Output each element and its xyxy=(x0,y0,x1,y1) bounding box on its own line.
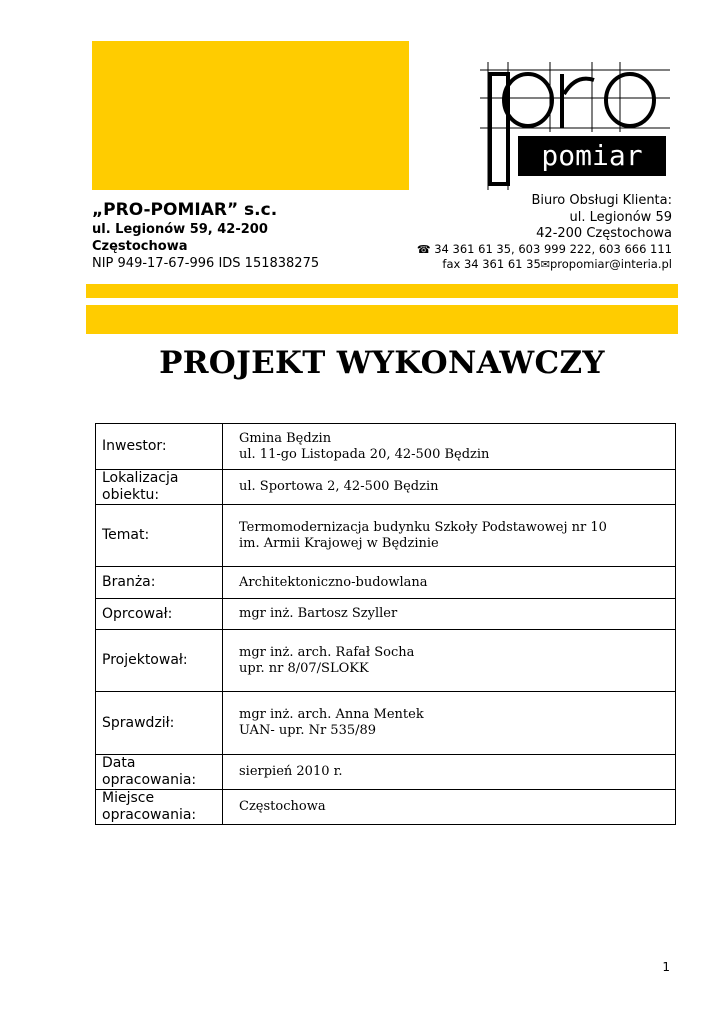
table-row-investor xyxy=(96,424,676,470)
company-city: Częstochowa xyxy=(92,239,188,254)
company-name: „PRO-POMIAR” s.c. xyxy=(92,200,278,220)
table-row-subject xyxy=(96,505,676,567)
row-value: mgr inż. Bartosz Szyller xyxy=(223,599,676,630)
customer-service-title: Biuro Obsługi Klienta: xyxy=(531,193,672,208)
phone-icon: ☎ xyxy=(416,243,431,256)
phone-numbers: 34 361 61 35, 603 999 222, 603 666 111 xyxy=(434,242,672,256)
project-info-table xyxy=(95,423,676,825)
customer-service-fax-email xyxy=(442,257,672,271)
row-value: Częstochowa xyxy=(223,790,676,825)
fax-number: fax 34 361 61 35 xyxy=(442,257,541,271)
row-value: Gmina Będzin ul. 11-go Listopada 20, 42-500 Będzin xyxy=(223,424,676,470)
row-value: mgr inż. arch. Rafał Socha upr. nr 8/07/SLOKK xyxy=(223,630,676,692)
table-row-branch xyxy=(96,567,676,599)
row-label: Inwestor: xyxy=(96,424,223,470)
page-number: 1 xyxy=(662,960,670,974)
table-row-prepared-by xyxy=(96,599,676,630)
row-value: Termomodernizacja budynku Szkoły Podstawowej nr 10 im. Armii Krajowej w Będzinie xyxy=(223,505,676,567)
row-label: Miejsce opracowania: xyxy=(96,790,223,825)
envelope-icon: ✉ xyxy=(540,258,550,271)
row-label: Projektował: xyxy=(96,630,223,692)
row-label: Branża: xyxy=(96,567,223,599)
row-label: Temat: xyxy=(96,505,223,567)
pro-pomiar-logo xyxy=(480,62,670,190)
table-row-checked-by xyxy=(96,692,676,755)
table-row-designed-by xyxy=(96,630,676,692)
row-value: ul. Sportowa 2, 42-500 Będzin xyxy=(223,470,676,505)
company-nip-ids: NIP 949-17-67-996 IDS 151838275 xyxy=(92,256,320,271)
company-street: ul. Legionów 59, 42-200 xyxy=(92,222,268,237)
row-value: mgr inż. arch. Anna Mentek UAN- upr. Nr 535/89 xyxy=(223,692,676,755)
yellow-band-thin xyxy=(86,284,678,298)
email-address: propomiar@interia.pl xyxy=(549,257,672,271)
row-value: Architektoniczno-budowlana xyxy=(223,567,676,599)
row-value: sierpień 2010 r. xyxy=(223,755,676,790)
yellow-band-thick xyxy=(86,305,678,334)
customer-service-phone xyxy=(417,242,672,256)
header-yellow-block xyxy=(92,41,409,190)
table-row-place xyxy=(96,790,676,825)
table-row-location xyxy=(96,470,676,505)
table-row-date xyxy=(96,755,676,790)
row-label: Oprcował: xyxy=(96,599,223,630)
row-label: Lokalizacja obiektu: xyxy=(96,470,223,505)
svg-text:pomiar: pomiar xyxy=(541,139,643,172)
row-label: Sprawdził: xyxy=(96,692,223,755)
row-label: Data opracowania: xyxy=(96,755,223,790)
customer-service-city: 42-200 Częstochowa xyxy=(536,226,672,241)
document-title: PROJEKT WYKONAWCZY xyxy=(159,345,605,381)
customer-service-street: ul. Legionów 59 xyxy=(569,210,672,225)
